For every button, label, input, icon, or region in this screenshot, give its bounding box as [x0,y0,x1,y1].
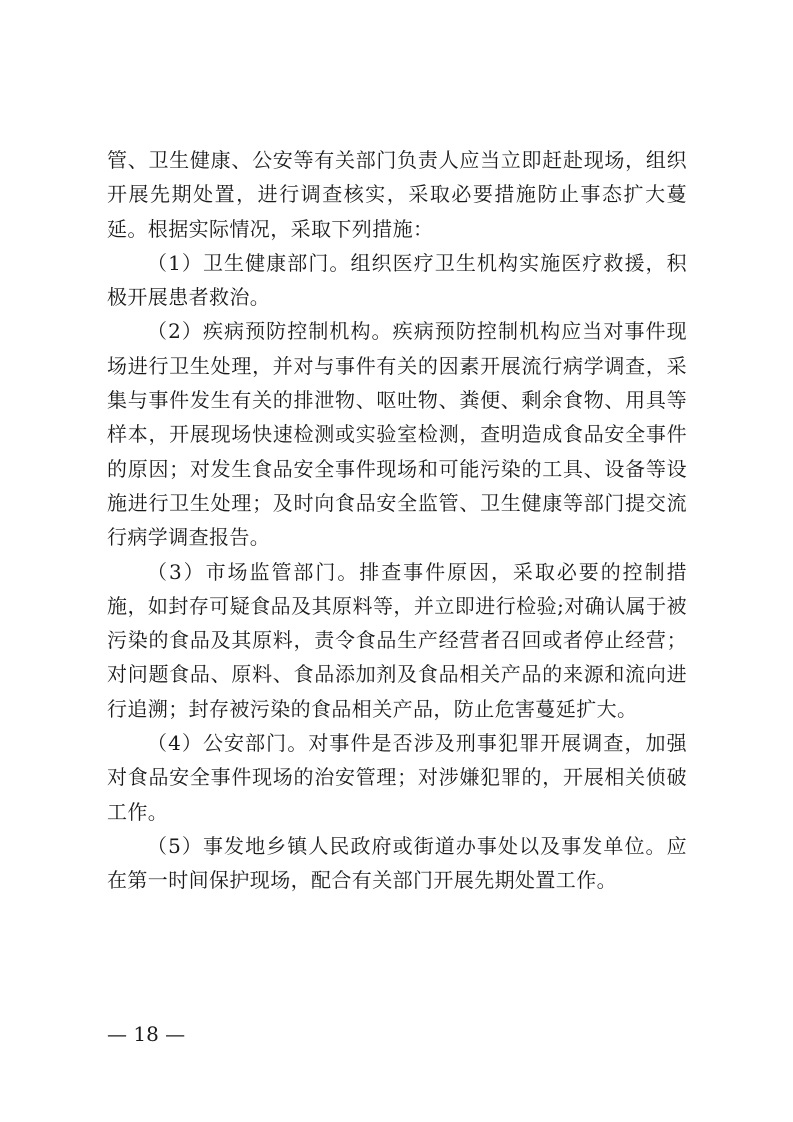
paragraph-health-department: （1）卫生健康部门。组织医疗卫生机构实施医疗救援，积极开展患者救治。 [107,250,687,310]
paragraph-public-security: （4）公安部门。对事件是否涉及刑事犯罪开展调查，加强对食品安全事件现场的治安管理；对涉嫌犯罪的，开展相关侦破工作。 [107,731,687,824]
paragraph-market-supervision: （3）市场监管部门。排查事件原因，采取必要的控制措施，如封存可疑食品及其原料等，并立即进行检验;对确认属于被污染的食品及其原料，责令食品生产经营者召回或者停止经营；对问题食品、原料、食品添加剂及食品相关产品的来源和流向进行追溯；封存被污染的食品相关产品，防止危害蔓延扩大。 [107,559,687,721]
paragraph-continuation: 管、卫生健康、公安等有关部门负责人应当立即赶赴现场，组织开展先期处置，进行调查核实，采取必要措施防止事态扩大蔓延。根据实际情况，采取下列措施： [107,148,687,241]
paragraph-township-government: （5）事发地乡镇人民政府或街道办事处以及事发单位。应在第一时间保护现场，配合有关部门开展先期处置工作。 [107,833,687,893]
body-text [107,143,687,898]
page-number: — 18 — [107,1022,186,1046]
paragraph-disease-control: （2）疾病预防控制机构。疾病预防控制机构应当对事件现场进行卫生处理，并对与事件有关的因素开展流行病学调查，采集与事件发生有关的排泄物、呕吐物、粪便、剩余食物、用具等样本，开展现场快速检测或实验室检测，查明造成食品安全事件的原因；对发生食品安全事件现场和可能污染的工具、设备等设施进行卫生处理；及时向食品安全监管、卫生健康等部门提交流行病学调查报告。 [107,319,687,550]
